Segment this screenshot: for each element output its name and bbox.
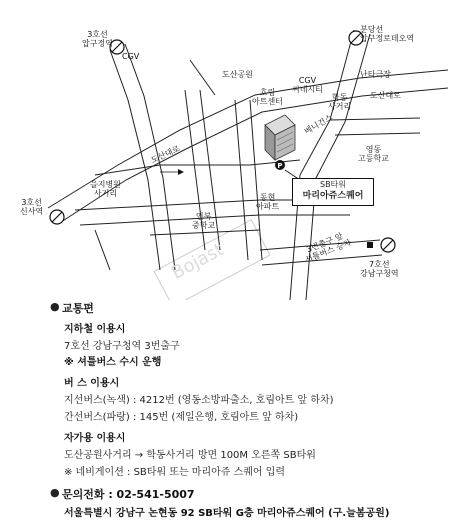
label-exit3-shuttle: 3번출구 앞 셔틀버스 승차 bbox=[303, 231, 353, 265]
label-dosandaero-right: 도산대로 bbox=[370, 91, 401, 100]
svg-text:P: P bbox=[277, 162, 283, 170]
car-line1: 도산공원사거리 → 학동사거리 방면 100M 오른쪽 SB타워 bbox=[64, 450, 316, 461]
label-donghyeon-apt: 동현 아파트 bbox=[256, 193, 280, 211]
bus-title: 버 스 이용시 bbox=[64, 378, 120, 389]
label-hollym-art: 호림 아트센터 bbox=[252, 88, 283, 106]
sb-tower-label: SB타워 bbox=[319, 180, 347, 189]
sb-tower-building-icon bbox=[265, 115, 295, 160]
label-bundang-station: 분당선 압구정로데오역 bbox=[360, 25, 415, 43]
watermark-text: Bojast bbox=[168, 239, 228, 284]
car-title: 자가용 이용시 bbox=[64, 433, 126, 444]
car-line2: ※ 네비게이션 : SB타워 또는 마리아쥬 스퀘어 입력 bbox=[64, 467, 286, 478]
bullet-icon: ● bbox=[50, 486, 60, 499]
label-eonbuk-ms: 언북 중학교 bbox=[192, 212, 216, 230]
subway-line2: ※ 셔틀버스 수시 운행 bbox=[64, 357, 162, 368]
marriage-square-label: 마리아쥬스퀘어 bbox=[302, 191, 364, 201]
direction-arrow-icon bbox=[160, 169, 184, 175]
exit3-marker bbox=[367, 242, 373, 248]
label-sinsa-station: 3호선 신사역 bbox=[20, 198, 44, 216]
sb-tower-label-box bbox=[292, 178, 374, 206]
subway-line1: 7호선 강남구청역 3번출구 bbox=[64, 341, 180, 352]
label-apgujeong-station: 3호선 압구정역 bbox=[82, 30, 113, 48]
bus-line1: 지선버스(녹색) : 4212번 (영동소방파출소, 호림아트 앞 하차) bbox=[64, 395, 334, 406]
subway-title: 지하철 이용시 bbox=[64, 324, 126, 335]
label-gangnamgu-station: 7호선 강남구청역 bbox=[360, 260, 399, 278]
label-veniche: 베니건스 bbox=[302, 112, 335, 137]
bus-line2: 간선버스(파랑) : 145번 (제일은행, 호림아트 앞 하차) bbox=[64, 412, 299, 423]
transport-header: 교통편 bbox=[62, 302, 94, 315]
label-hakdong: 학동 사거리 bbox=[328, 93, 352, 111]
label-youngdong-hs: 영동 고등학교 bbox=[358, 145, 389, 163]
label-cgv-cinecity: CGV 씨네시티 bbox=[292, 76, 323, 94]
parking-icon bbox=[275, 160, 285, 170]
label-eulji-intersection: 을지병원 사거리 bbox=[90, 180, 121, 198]
bullet-icon: ● bbox=[50, 300, 60, 313]
phone-number: 문의전화 : 02-541-5007 bbox=[62, 488, 195, 501]
address: 서울특별시 강남구 논현동 92 SB타워 G층 마리아쥬스퀘어 (구.늘봄공원) bbox=[64, 508, 390, 519]
label-dosan-park: 도산공원 bbox=[222, 70, 253, 79]
label-cgv: CGV bbox=[122, 52, 140, 61]
station-gangnamgu-icon bbox=[381, 238, 395, 252]
station-sinsa-icon bbox=[50, 210, 64, 224]
label-dosandaero-left: 도산대로 bbox=[149, 143, 182, 166]
label-nanta: 난타극장 bbox=[360, 70, 391, 79]
